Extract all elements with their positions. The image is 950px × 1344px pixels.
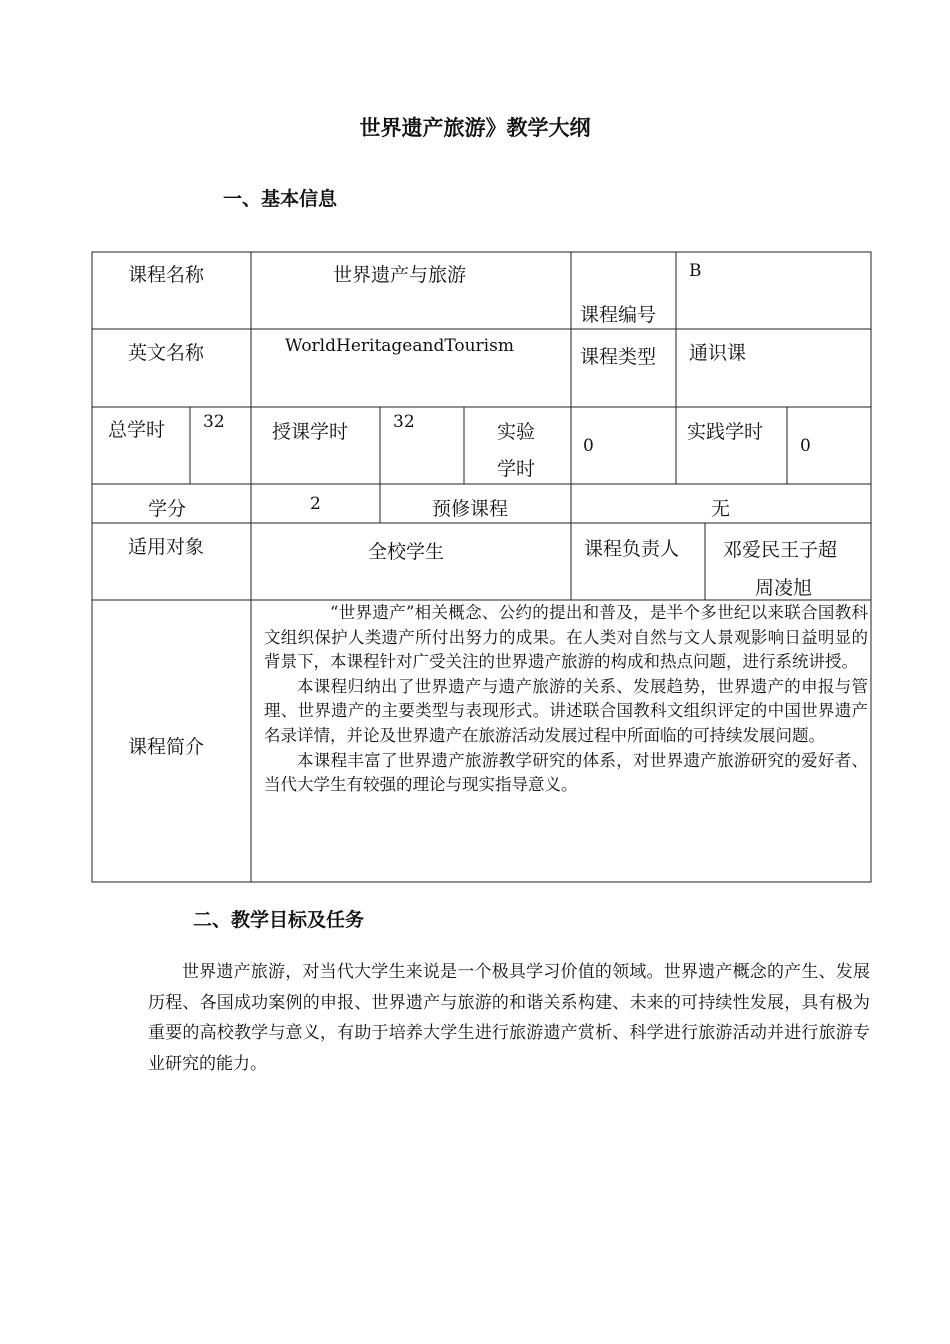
leader-value-line2: 周凌旭 [755,577,813,599]
practice-hours-label: 实践学时 [687,421,764,443]
intro-paragraph: 本课程丰富了世界遗产旅游教学研究的体系，对世界遗产旅游研究的爱好者、当代大学生有较强的理论与现实指导意义。 [264,750,868,795]
course-intro-text [264,601,868,798]
english-name-value: WorldHeritageandTourism [285,336,514,356]
audience-value: 全校学生 [368,541,445,563]
lab-hours-value: 0 [583,436,594,456]
audience-label: 适用对象 [128,536,205,558]
practice-hours-value: 0 [800,436,811,456]
leader-label: 课程负责人 [584,538,680,560]
lab-hours-label-2: 学时 [497,458,536,480]
total-hours-label: 总学时 [108,419,166,441]
objectives-paragraph: 世界遗产旅游，对当代大学生来说是一个极具学习价值的领域。世界遗产概念的产生、发展历程、各国成功案例的申报、世界遗产与旅游的和谐关系构建、未来的可持续性发展，具有极为重要的高校教学与意义，有助于培养大学生进行旅游遗产赏析、科学进行旅游活动并进行旅游专业研究的能力。 [148,962,870,1074]
objectives-text [148,957,870,1079]
intro-label: 课程简介 [128,736,205,758]
course-code-label: 课程编号 [580,304,657,326]
prerequisite-value: 无 [711,498,731,520]
lecture-hours-label: 授课学时 [272,421,349,443]
credits-label: 学分 [148,498,187,520]
lecture-hours-value: 32 [393,412,415,432]
leader-value-line1: 邓爱民王子超 [723,539,838,561]
section-heading-objectives: 二、教学目标及任务 [193,909,365,931]
intro-paragraph: “世界遗产”相关概念、公约的提出和普及，是半个多世纪以来联合国教科文组织保护人类遗产所付出努力的成果。在人类对自然与文人景观影响日益明显的背景下，本课程针对广受关注的世界遗产旅游的构成和热点问题，进行系统讲授。 [264,603,868,672]
section-heading-basic-info: 一、基本信息 [223,188,338,210]
prerequisite-label: 预修课程 [432,498,509,520]
lab-hours-label-1: 实验 [497,421,536,443]
course-name-value: 世界遗产与旅游 [333,264,467,286]
course-type-label: 课程类型 [580,346,657,368]
total-hours-value: 32 [203,412,225,432]
course-code-value: B [689,261,702,281]
course-type-value: 通识课 [689,342,747,364]
intro-paragraph: 本课程归纳出了世界遗产与遗产旅游的关系、发展趋势，世界遗产的申报与管理、世界遗产的主要类型与表现形式。讲述联合国教科文组织评定的中国世界遗产名录详情，并论及世界遗产在旅游活动发展过程中所面临的可持续发展问题。 [264,676,868,745]
course-name-label: 课程名称 [128,264,205,286]
credits-value: 2 [310,494,321,514]
document-title: 世界遗产旅游》教学大纲 [359,116,591,140]
english-name-label: 英文名称 [128,342,205,364]
